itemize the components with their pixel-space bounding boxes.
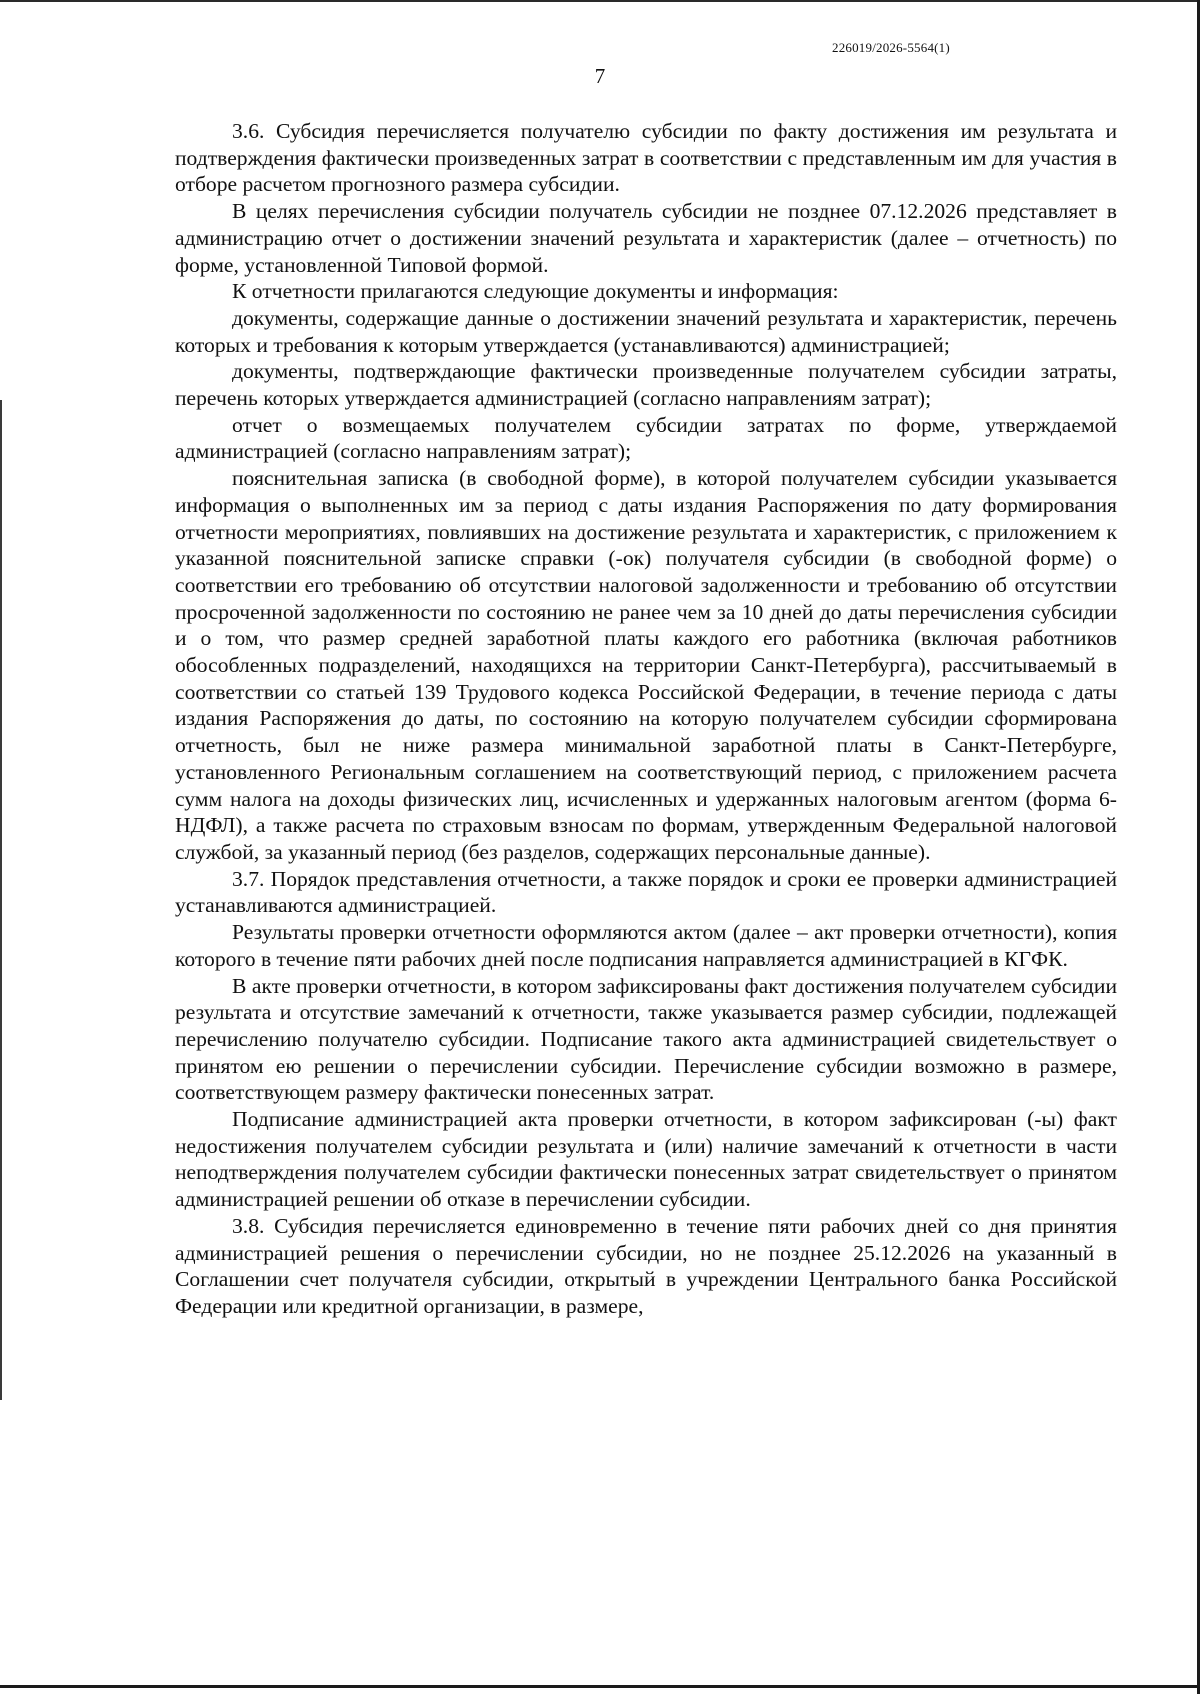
- page-number: 7: [594, 64, 606, 88]
- scan-border-top: [0, 0, 1200, 2]
- paragraph-refusal-act: Подписание администрацией акта проверки отчетности, в котором зафиксирован (-ы) факт недостижения получателем субсидии результата и (или) наличие замечаний к отчетности в части неподтверждения получателем субсидии фактически понесенных затрат свидетельствует о принятом администрацией решении об отказе в перечислении субсидии.: [175, 1107, 1117, 1212]
- scan-border-left: [0, 400, 2, 1400]
- paragraph-3-6: 3.6. Субсидия перечисляется получателю субсидии по факту достижения им результата и подтверждения фактически произведенных затрат в соответствии с представленным им для участия в отборе расчетом прогнозного размера субсидии.: [175, 119, 1117, 197]
- list-item-result-documents: документы, содержащие данные о достижении значений результата и характеристик, перечень которых и требования к которым утверждается (устанавливаются) администрацией;: [175, 305, 1117, 357]
- paragraph-3-7: 3.7. Порядок представления отчетности, а также порядок и сроки ее проверки администрацией устанавливаются администрацией.: [175, 866, 1117, 918]
- list-item-explanatory-note: пояснительная записка (в свободной форме), в которой получателем субсидии указывается информация о выполненных им за период с даты издания Распоряжения по дату формирования отчетности мероприятиях, повлиявших на достижение результата и характеристик, с приложением к указанной пояснительной записке справки (-ок) получателя субсидии (в свободной форме) о соответствии его требованию об отсутствии налоговой задолженности и требованию об отсутствии просроченной задолженности по состоянию не ранее чем за 10 дней до даты перечисления субсидии и о том, что размер средней заработной платы каждого его работника (включая работников обособленных подразделений, находящихся на территории Санкт-Петербурга), рассчитываемый в соответствии со статьей 139 Трудового кодекса Российской Федерации, в течение периода с даты издания Распоряжения до даты, по состоянию на которую получателем субсидии сформирована отчетность, был не ниже размера минимальной заработной платы в Санкт-Петербурге, установленного Региональным соглашением на соответствующий период, с приложением расчета сумм налога на доходы физических лиц, исчисленных и удержанных налоговым агентом (форма 6-НДФЛ), а также расчета по страховым взносам по формам, утвержденным Федеральной налоговой службой, за указанный период (без разделов, содержащих персональные данные).: [175, 466, 1117, 864]
- list-item-cost-report: отчет о возмещаемых получателем субсидии затратах по форме, утверждаемой администрацией (согласно направлениям затрат);: [175, 412, 1117, 464]
- list-item-cost-documents: документы, подтверждающие фактически произведенные получателем субсидии затраты, перечень которых утверждается администрацией (согласно направлениям затрат);: [175, 359, 1117, 411]
- scan-border-bottom: [0, 1685, 1200, 1688]
- paragraph-inspection-act: Результаты проверки отчетности оформляются актом (далее – акт проверки отчетности), копия которого в течение пяти рабочих дней после подписания направляется администрацией в КГФК.: [175, 920, 1117, 971]
- paragraph-3-8: 3.8. Субсидия перечисляется единовременно в течение пяти рабочих дней со дня принятия администрацией решения о перечислении субсидии, но не позднее 25.12.2026 на указанный в Соглашении счет получателя субсидии, открытый в учреждении Центрального банка Российской Федерации или кредитной организации, в размере,: [175, 1213, 1117, 1318]
- paragraph-positive-act: В акте проверки отчетности, в котором зафиксированы факт достижения получателем субсидии результата и отсутствие замечаний к отчетности, также указывается размер субсидии, подлежащей перечислению получателю субсидии. Подписание такого акта администрацией свидетельствует о принятом ею решении о перечислении субсидии. Перечисление субсидии возможно в размере, соответствующем размеру фактически понесенных затрат.: [175, 973, 1117, 1105]
- document-id: 226019/2026-5564(1): [832, 40, 950, 55]
- document-body: [175, 118, 1117, 1320]
- paragraph-attachments-intro: К отчетности прилагаются следующие документы и информация:: [232, 279, 839, 304]
- paragraph-report-deadline: В целях перечисления субсидии получатель субсидии не позднее 07.12.2026 представляет в администрацию отчет о достижении значений результата и характеристик (далее – отчетность) по форме, установленной Типовой формой.: [175, 199, 1117, 277]
